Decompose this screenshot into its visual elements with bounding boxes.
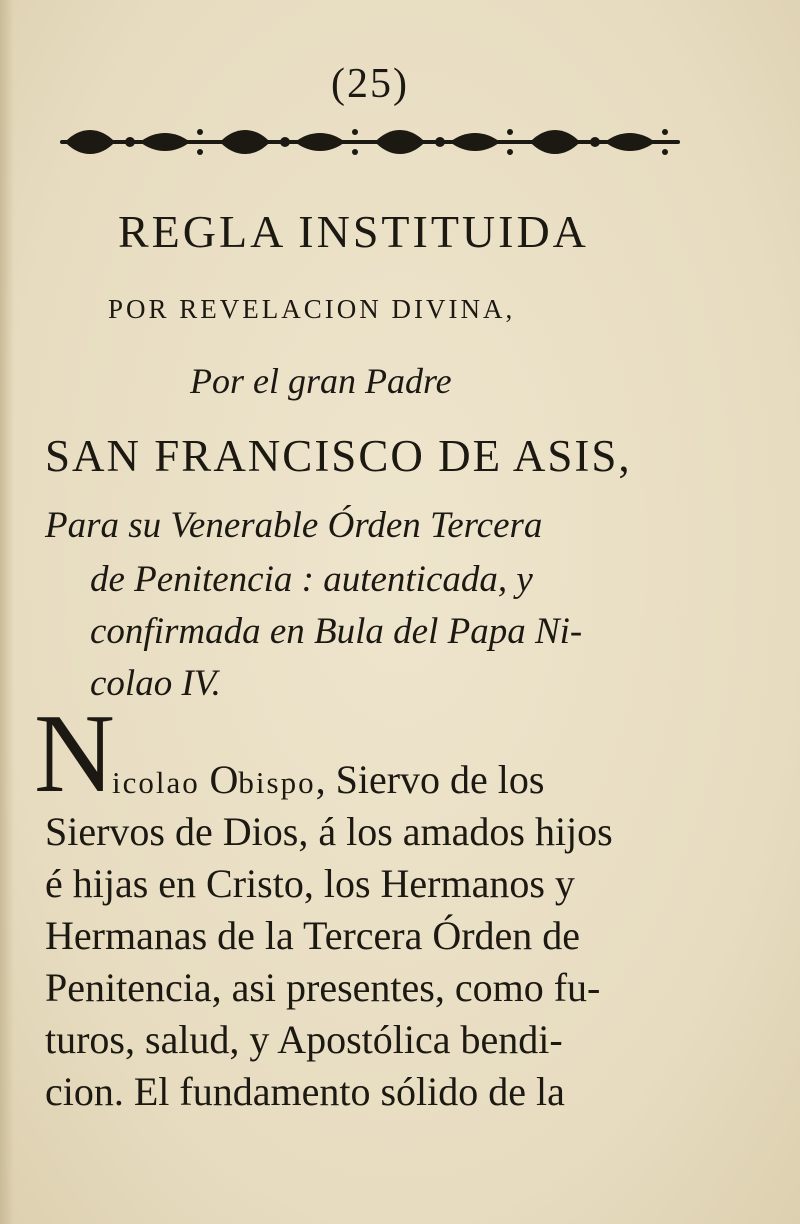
fleuron-ornament xyxy=(60,120,680,164)
drop-cap-initial: N xyxy=(34,692,115,816)
subtitle-line-1: Para su Venerable Órden Tercera xyxy=(45,505,543,546)
title-line-3: Por el gran Padre xyxy=(190,361,452,401)
title-line-1: REGLA INSTITUIDA xyxy=(118,206,589,257)
small-caps-word: bispo xyxy=(238,765,316,800)
body-line: Penitencia, asi presentes, como fu- xyxy=(45,965,601,1010)
body-line: cion. El fundamento sólido de la xyxy=(45,1069,565,1114)
body-line: é hijas en Cristo, los Hermanos y xyxy=(45,861,575,906)
page-number: (25) xyxy=(331,61,409,107)
body-line: Hermanas de la Tercera Órden de xyxy=(45,913,581,958)
small-caps-capital: O xyxy=(209,757,239,802)
body-line: Siervos de Dios, á los amados hijos xyxy=(45,809,613,854)
title-line-2: POR REVELACION DIVINA, xyxy=(108,294,516,324)
title-line-4: SAN FRANCISCO DE ASIS, xyxy=(45,431,632,481)
body-line: turos, salud, y Apostólica bendi- xyxy=(45,1017,563,1062)
small-caps-word: icolao xyxy=(112,765,210,800)
page-edge-shadow xyxy=(0,0,14,1224)
subtitle-line-3: confirmada en Bula del Papa Ni- xyxy=(90,611,583,652)
subtitle-line-4: colao IV. xyxy=(90,663,221,704)
body-text: , Siervo de los xyxy=(315,757,545,802)
subtitle-line-2: de Penitencia : autenticada, y xyxy=(90,559,533,600)
body-first-line xyxy=(112,756,692,803)
